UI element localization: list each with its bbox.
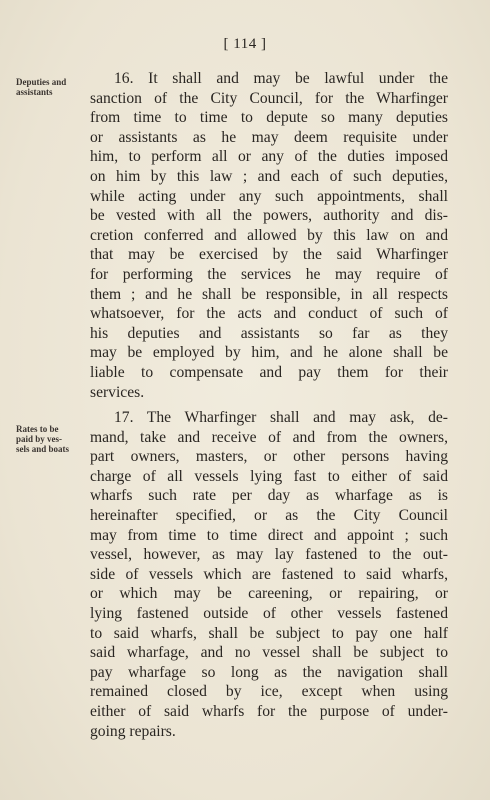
text-line: or assistants as he may deem requisite under bbox=[90, 128, 448, 146]
text-line: said wharfage, and no vessel shall be subject to bbox=[90, 644, 448, 662]
text-line: pay wharfage so long as the navigation shall bbox=[90, 663, 448, 681]
text-line: may be employed by him, and he alone shall be bbox=[90, 344, 448, 362]
text-line: that may be exercised by the said Wharfinger bbox=[90, 246, 448, 264]
section-17-paragraph bbox=[90, 408, 448, 741]
text-line: mand, take and receive of and from the owners, bbox=[90, 428, 448, 446]
text-line: his deputies and assistants so far as they bbox=[90, 324, 448, 342]
text-line: 17. The Wharfinger shall and may ask, de- bbox=[114, 409, 448, 426]
text-line: to said wharfs, shall be subject to pay one half bbox=[90, 624, 448, 642]
margin-note-rates bbox=[16, 424, 94, 454]
margin-note-line: Rates to be bbox=[16, 424, 59, 434]
text-line: sanction of the City Council, for the Wharfinger bbox=[90, 89, 448, 107]
text-line: charge of all vessels lying fast to either of said bbox=[90, 467, 448, 485]
margin-note-deputies bbox=[16, 77, 94, 97]
text-line: may from time to time direct and appoint ; such bbox=[90, 526, 448, 544]
text-line: liable to compensate and pay them for their bbox=[90, 363, 448, 381]
margin-note-line: paid by ves- bbox=[16, 434, 63, 444]
text-line: on him by this law ; and each of such deputies, bbox=[90, 167, 448, 185]
text-line: from time to time to depute so many deputies bbox=[90, 109, 448, 127]
margin-note-line: Deputies and bbox=[16, 77, 67, 87]
text-line: him, to perform all or any of the duties imposed bbox=[90, 148, 448, 166]
text-line: vessel, however, as may lay fastened to the out- bbox=[90, 546, 448, 564]
text-line: either of said wharfs for the purpose of under- bbox=[90, 702, 448, 720]
section-16-paragraph bbox=[90, 69, 448, 402]
margin-note-line: sels and boats bbox=[16, 444, 70, 454]
text-line: hereinafter specified, or as the City Council bbox=[90, 506, 448, 524]
text-line: going repairs. bbox=[90, 722, 176, 740]
text-line: them ; and he shall be responsible, in all respects bbox=[90, 285, 448, 303]
page-number: [ 114 ] bbox=[223, 36, 267, 52]
text-line: 16. It shall and may be lawful under the bbox=[114, 70, 448, 87]
text-line: for performing the services he may require of bbox=[90, 265, 448, 283]
text-line: cretion conferred and allowed by this law on and bbox=[90, 226, 448, 244]
margin-note-line: assistants bbox=[16, 87, 53, 97]
text-line: lying fastened outside of other vessels fastened bbox=[90, 604, 448, 622]
text-line: part owners, masters, or other persons having bbox=[90, 448, 448, 466]
text-line: be vested with all the powers, authority and dis- bbox=[90, 207, 448, 225]
text-line: wharfs such rate per day as wharfage as is bbox=[90, 487, 448, 505]
text-line: whatsoever, for the acts and conduct of such of bbox=[90, 305, 448, 323]
text-line: or which may be careening, or repairing, or bbox=[90, 585, 448, 603]
text-line: remained closed by ice, except when using bbox=[90, 683, 448, 701]
text-line: while acting under any such appointments, shall bbox=[90, 187, 448, 205]
text-line: side of vessels which are fastened to said wharfs, bbox=[90, 565, 448, 583]
text-line: services. bbox=[90, 383, 145, 401]
